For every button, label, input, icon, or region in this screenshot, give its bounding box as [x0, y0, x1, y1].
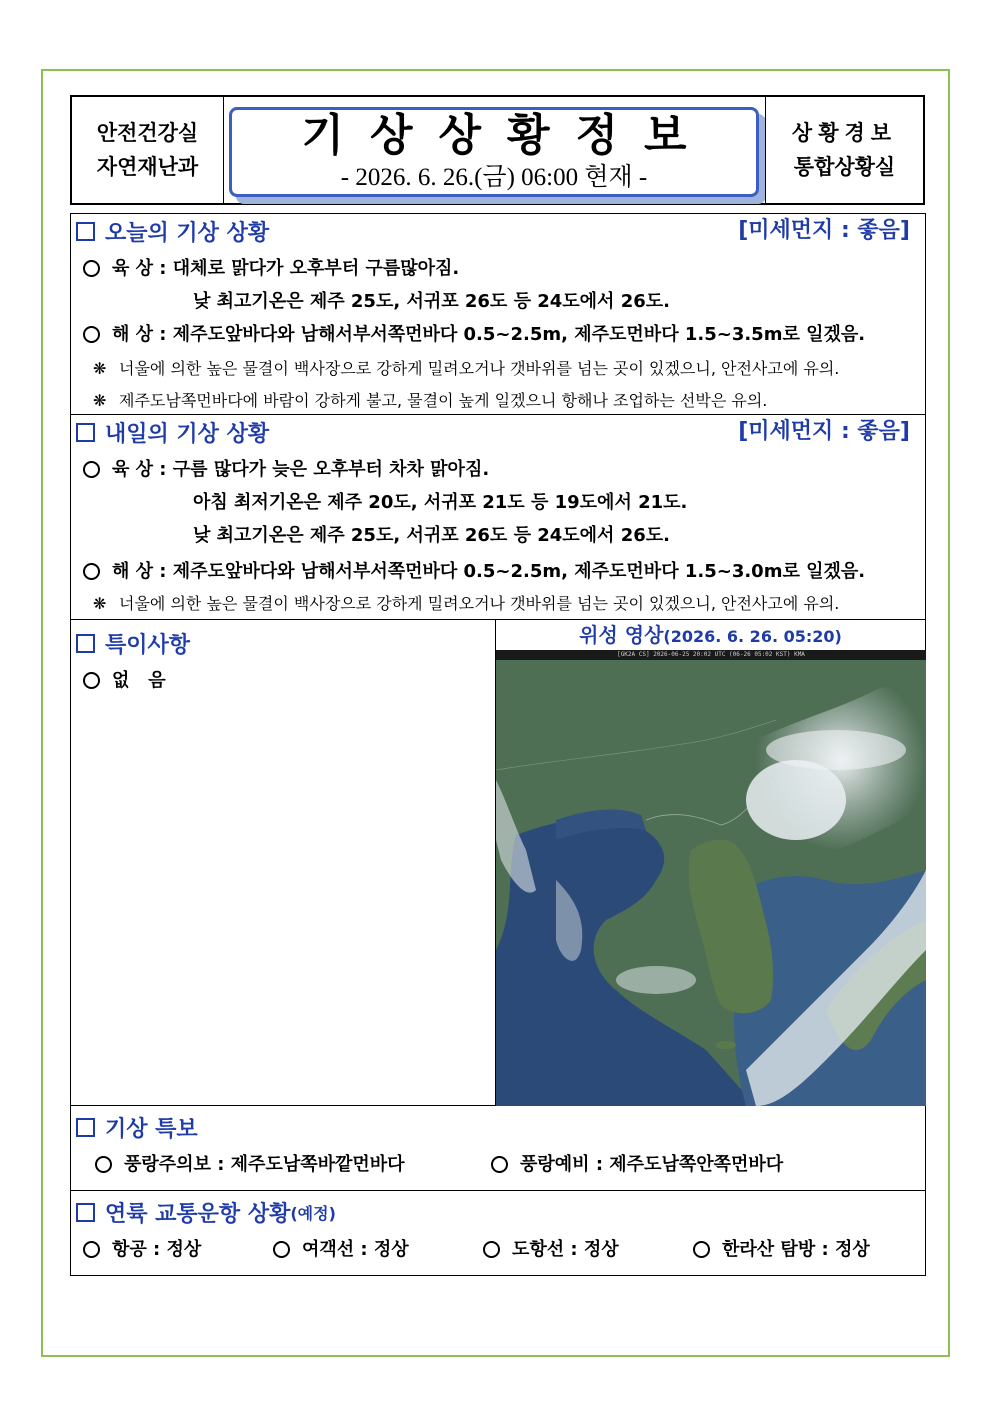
tomorrow-section [71, 415, 925, 620]
satellite-time: (2026. 6. 26. 05:20) [663, 627, 842, 646]
department-line2: 자연재난과 [96, 155, 199, 179]
traffic-item-ferry-text: 여객선 : 정상 [302, 1239, 409, 1260]
today-land-text1: 대체로 맑다가 오후부터 구름많아짐. [172, 258, 460, 279]
tomorrow-land-line2: 아침 최저기온은 제주 20도, 서귀포 21도 등 19도에서 21도. [193, 492, 688, 513]
traffic-item-island-ferry [483, 1235, 619, 1265]
warning-heading [76, 1112, 198, 1142]
special-item [83, 666, 166, 696]
warning-item2-text: 풍랑예비 : 제주도남쪽안쪽먼바다 [520, 1154, 784, 1175]
office-line2: 통합상황실 [793, 155, 896, 179]
special-heading [76, 628, 190, 658]
traffic-heading-text: 연륙 교통운항 상황 [105, 1201, 291, 1227]
tomorrow-sea-label: 해 상 : [112, 561, 167, 582]
today-land-line2: 낮 최고기온은 제주 25도, 서귀포 26도 등 24도에서 26도. [193, 291, 670, 312]
satellite-image [496, 650, 926, 1106]
department-line1: 안전건강실 [96, 121, 199, 145]
asterisk-icon: ❋ [93, 391, 107, 410]
today-note2-text: 제주도남쪽먼바다에 바람이 강하게 불고, 물결이 높게 일겠으니 항해나 조업하는 선박은 유의. [119, 391, 768, 410]
checkbox-square-icon [76, 634, 95, 653]
tomorrow-dust-status: [미세먼지 : 좋음] [738, 419, 910, 444]
traffic-heading [76, 1197, 336, 1227]
circle-bullet-icon [273, 1241, 290, 1258]
traffic-item-island-ferry-text: 도항선 : 정상 [512, 1239, 619, 1260]
asterisk-icon: ❋ [93, 594, 107, 613]
today-sea-text: 제주도앞바다와 남해서부서쪽먼바다 0.5~2.5m, 제주도먼바다 1.5~3.5m로 일겠음. [172, 324, 866, 345]
satellite-caption: [GK2A CS] 2026-06-25 20:02 UTC (06-26 05:02 KST) KMA [496, 650, 926, 660]
circle-bullet-icon [491, 1156, 508, 1173]
today-heading [76, 216, 269, 246]
tomorrow-land-line [83, 455, 489, 485]
warning-heading-text: 기상 특보 [105, 1116, 198, 1142]
circle-bullet-icon [83, 260, 100, 277]
office-label [765, 97, 923, 203]
header [70, 95, 925, 205]
traffic-heading-suffix: (예정) [290, 1203, 336, 1223]
circle-bullet-icon [693, 1241, 710, 1258]
traffic-item-air-text: 항공 : 정상 [112, 1239, 202, 1260]
tomorrow-heading [76, 417, 269, 447]
warning-item1-text: 풍랑주의보 : 제주도남쪽바깥먼바다 [124, 1154, 405, 1175]
circle-bullet-icon [83, 1241, 100, 1258]
satellite-map-graphic [496, 650, 926, 1106]
circle-bullet-icon [83, 563, 100, 580]
satellite-title [495, 620, 926, 650]
today-note1-text: 너울에 의한 높은 물결이 백사장으로 강하게 밀려오거나 갯바위를 넘는 곳이 있겠으니, 안전사고에 유의. [119, 359, 840, 378]
today-sea-line [83, 320, 865, 350]
circle-bullet-icon [95, 1156, 112, 1173]
circle-bullet-icon [83, 326, 100, 343]
department-label [72, 97, 224, 203]
tomorrow-sea-text: 제주도앞바다와 남해서부서쪽먼바다 0.5~2.5m, 제주도먼바다 1.5~3.0m로 일겠음. [172, 561, 866, 582]
title-box [229, 107, 759, 197]
checkbox-square-icon [76, 1118, 95, 1137]
circle-bullet-icon [483, 1241, 500, 1258]
today-dust-status: [미세먼지 : 좋음] [738, 218, 910, 243]
tomorrow-heading-text: 내일의 기상 상황 [105, 421, 270, 447]
asterisk-icon: ❋ [93, 359, 107, 378]
satellite-title-text: 위성 영상 [579, 623, 664, 647]
traffic-section [71, 1191, 925, 1277]
tomorrow-note1-text: 너울에 의한 높은 물결이 백사장으로 강하게 밀려오거나 갯바위를 넘는 곳이 있겠으니, 안전사고에 유의. [119, 594, 840, 613]
today-land-line [83, 254, 459, 284]
warning-section [71, 1106, 925, 1191]
today-sea-label: 해 상 : [112, 324, 167, 345]
weather-table [70, 213, 926, 1276]
tomorrow-sea-line [83, 557, 865, 587]
today-land-label: 육 상 : [112, 258, 167, 279]
warning-item1 [95, 1150, 405, 1180]
traffic-item-hallasan [693, 1235, 870, 1265]
traffic-item-hallasan-text: 한라산 탐방 : 정상 [722, 1239, 870, 1260]
tomorrow-land-text1: 구름 많다가 늦은 오후부터 차차 맑아짐. [172, 459, 490, 480]
special-heading-text: 특이사항 [105, 632, 191, 658]
page-title: 기상상황정보 [301, 110, 713, 161]
tomorrow-land-label: 육 상 : [112, 459, 167, 480]
tomorrow-land-line3: 낮 최고기온은 제주 25도, 서귀포 26도 등 24도에서 26도. [193, 525, 670, 546]
traffic-item-ferry [273, 1235, 409, 1265]
circle-bullet-icon [83, 672, 100, 689]
circle-bullet-icon [83, 461, 100, 478]
today-section [71, 214, 925, 415]
warning-item2 [491, 1150, 783, 1180]
office-line1: 상황경보 [791, 121, 898, 145]
today-heading-text: 오늘의 기상 상황 [105, 220, 270, 246]
tomorrow-note1 [93, 591, 839, 617]
report-date: - 2026. 6. 26.(금) 06:00 현재 - [340, 164, 648, 191]
checkbox-square-icon [76, 222, 95, 241]
today-note1 [93, 356, 839, 382]
today-note2 [93, 388, 767, 414]
checkbox-square-icon [76, 1203, 95, 1222]
special-item-text: 없 음 [112, 670, 166, 691]
traffic-item-air [83, 1235, 201, 1265]
checkbox-square-icon [76, 423, 95, 442]
